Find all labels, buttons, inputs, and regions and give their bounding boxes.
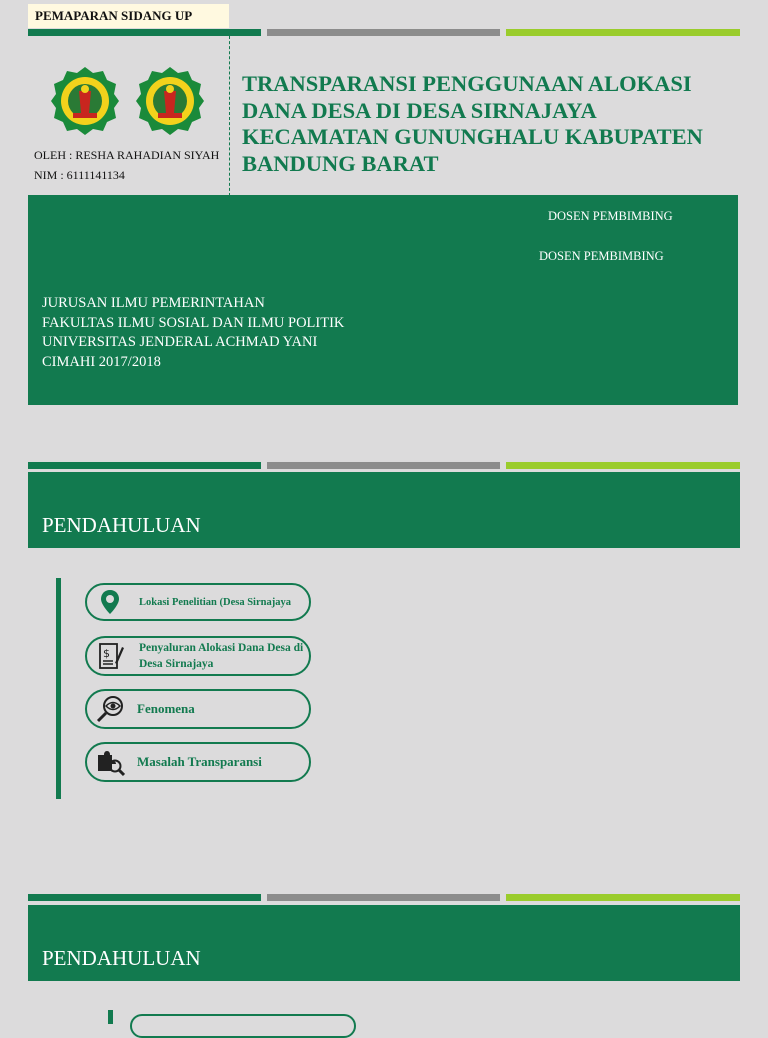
menu-item-partial[interactable] [130,1014,356,1038]
timeline-line [108,1010,113,1024]
menu-item-fenomena[interactable] [85,689,311,729]
section-title: PENDAHULUAN [42,513,201,537]
divider-green [28,29,261,36]
menu-item-penyaluran[interactable] [85,636,311,676]
header-separator [229,36,230,196]
faculty-line: FAKULTAS ILMU SOSIAL DAN ILMU POLITIK [42,314,345,331]
section-title: PENDAHULUAN [42,946,201,970]
presentation-tag: PEMAPARAN SIDANG UP [28,4,229,28]
menu-item-label: Fenomena [137,701,195,716]
divider-gray [267,894,500,901]
divider-green [28,462,261,469]
map-pin-icon [95,587,125,617]
slide-title: TRANSPARANSI PENGGUNAAN ALOKASI DANA DESA DI DESA SIRNAJAYA KECAMATAN GUNUNGHALU KABUPATEN BANDUNG BARAT [242,71,703,176]
menu-item-label: Masalah Transparansi [137,754,262,769]
advisor-label-2: DOSEN PEMBIMBING [539,249,664,263]
puzzle-search-icon [95,747,125,777]
divider-lime [506,894,740,901]
department-line: JURUSAN ILMU PEMERINTAHAN [42,295,265,311]
eye-magnifier-icon [95,694,125,724]
divider-green [28,894,261,901]
university-logo-right [134,65,206,137]
section-header [28,472,740,548]
student-id: NIM : 6111141134 [34,168,125,182]
section-header [28,905,740,981]
author-name: OLEH : RESHA RAHADIAN SIYAH [34,148,220,162]
university-logo-left [49,65,121,137]
menu-item-masalah[interactable] [85,742,311,782]
money-document-icon [95,641,125,671]
svg-text:$: $ [103,647,110,660]
menu-item-lokasi[interactable] [85,583,311,621]
title-banner [28,195,738,405]
divider-lime [506,462,740,469]
divider-gray [267,29,500,36]
institution-block [42,294,344,372]
divider-lime [506,29,740,36]
university-line: UNIVERSITAS JENDERAL ACHMAD YANI [42,334,318,350]
menu-item-label: Lokasi Penelitian (Desa Sirnajaya [139,596,291,608]
advisor-label-1: DOSEN PEMBIMBING [548,209,673,223]
timeline-line [56,578,61,799]
menu-item-label: Penyaluran Alokasi Dana Desa di Desa Sirnajaya [139,642,304,670]
divider-gray [267,462,500,469]
city-year-line: CIMAHI 2017/2018 [42,353,161,370]
